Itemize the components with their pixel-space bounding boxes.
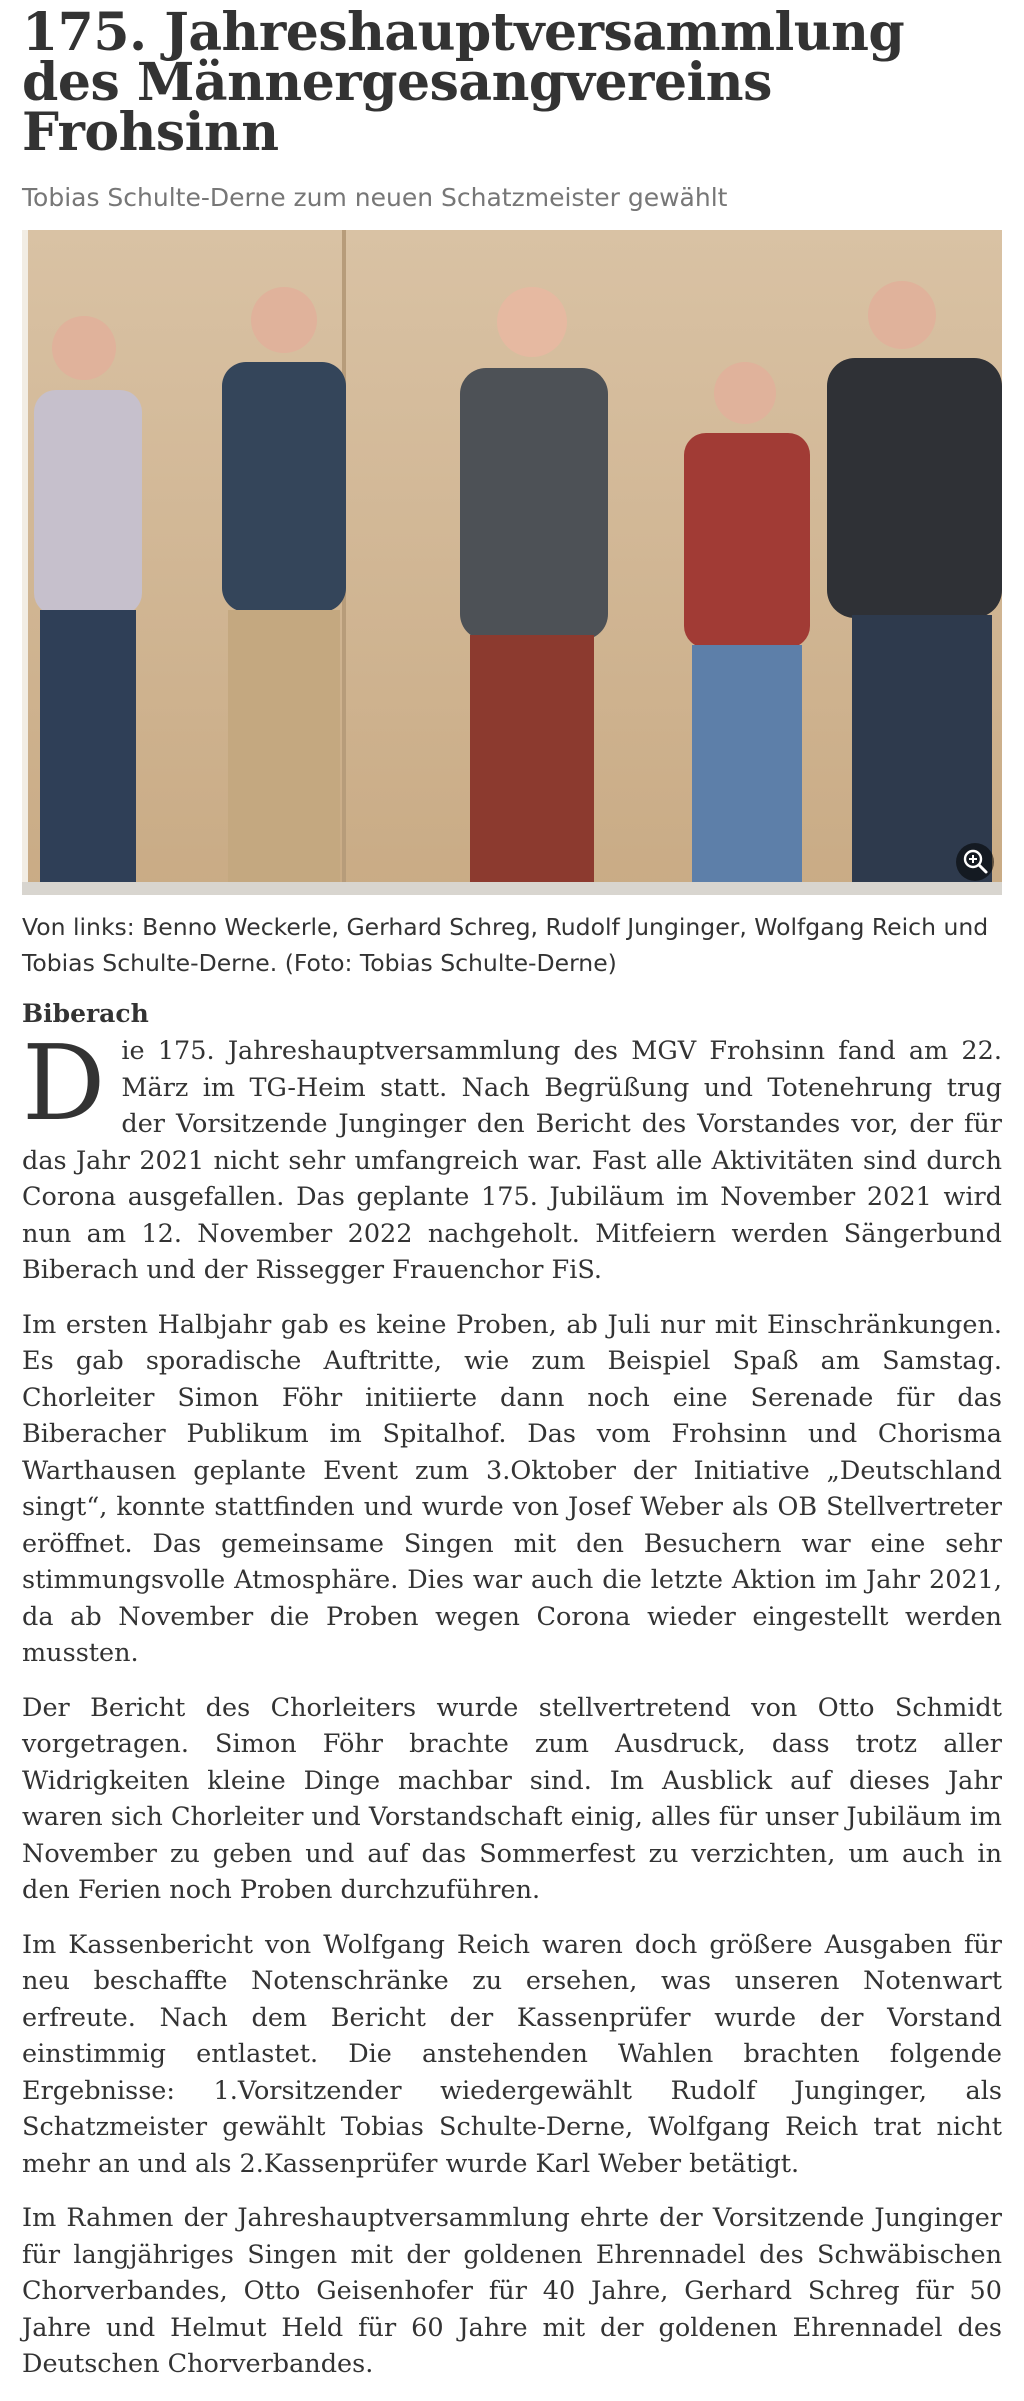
person-1 xyxy=(34,316,142,882)
article-title: 175. Jahreshauptversammlung des Männergesangvereins Frohsinn xyxy=(22,2,905,163)
person-2 xyxy=(222,287,346,882)
dateline: Biberach xyxy=(22,999,149,1028)
person-4 xyxy=(684,362,810,882)
drop-cap: D xyxy=(22,1022,106,1144)
zoom-in-icon xyxy=(956,843,994,881)
person-3 xyxy=(460,287,608,882)
group-photo[interactable] xyxy=(22,230,1002,895)
article xyxy=(22,0,1002,2401)
photo-caption: Von links: Benno Weckerle, Gerhard Schreg, Rudolf Junginger, Wolfgang Reich und Tobias Schulte-Derne. (Foto: Tobias Schulte-Derne) xyxy=(22,913,989,977)
lead-text: ie 175. Jahreshauptversammlung des MGV Frohsinn fand am 22. März im TG-Heim statt. Nach Begrüßung und Totenehrung trug der Vorsitzende Junginger den Bericht des Vorstandes vor, der für das Jahr 2021 nicht sehr umfangreich war. Fast alle Aktivitäten sind durch Corona ausgefallen. Das geplante 175. Jubiläum im November 2021 wird nun am 12. November 2022 nachgeholt. Mitfeiern werden Sängerbund Biberach und der Rissegger Frauenchor FiS. xyxy=(22,1036,1002,1285)
article-subtitle: Tobias Schulte-Derne zum neuen Schatzmeister gewählt xyxy=(22,183,728,212)
paragraph-4: Im Kassenbericht von Wolfgang Reich waren doch größere Ausgaben für neu beschaffte Notenschränke zu ersehen, was unseren Notenwart erfreute. Nach dem Bericht der Kassenprüfer wurde der Vorstand einstimmig entlastet. Die anstehenden Wahlen brachten folgende Ergebnisse: 1.Vorsitzender wiedergewählt Rudolf Junginger, als Schatzmeister gewählt Tobias Schulte-Derne, Wolfgang Reich trat nicht mehr an und als 2.Kassenprüfer wurde Karl Weber betätigt. xyxy=(22,1929,1002,2179)
photo-figure xyxy=(22,230,1002,895)
paragraph-3: Der Bericht des Chorleiters wurde stellvertretend von Otto Schmidt vorgetragen. Simon Föhr brachte zum Ausdruck, dass trotz aller Widrigkeiten kleine Dinge machbar sind. Im Ausblick auf dieses Jahr waren sich Chorleiter und Vorstandschaft einig, alles für unser Jubiläum im November zu geben und auf das Sommerfest zu verzichten, um auch in den Ferien noch Proben durchzuführen. xyxy=(22,1692,1002,1905)
person-5 xyxy=(827,281,1002,882)
paragraph-5: Im Rahmen der Jahreshauptversammlung ehrte der Vorsitzende Junginger für langjähriges Singen mit der goldenen Ehrennadel des Schwäbischen Chorverbandes, Otto Geisenhofer für 40 Jahre, Gerhard Schreg für 50 Jahre und Helmut Held für 60 Jahre mit der goldenen Ehrennadel des Deutschen Chorverbandes. xyxy=(22,2203,1002,2379)
paragraph-2: Im ersten Halbjahr gab es keine Proben, ab Juli nur mit Einschränkungen. Es gab sporadische Auftritte, wie zum Beispiel Spaß am Samstag. Chorleiter Simon Föhr initiierte dann noch eine Serenade für das Biberacher Publikum im Spitalhof. Das vom Frohsinn und Chorisma Warthausen geplante Event zum 3.Oktober der Initiative „Deutschland singt“, konnte stattfinden und wurde von Josef Weber als OB Stellvertreter eröffnet. Das gemeinsame Singen mit den Besuchern war eine sehr stimmungsvolle Atmosphäre. Dies war auch die letzte Aktion im Jahr 2021, da ab November die Proben wegen Corona wieder eingestellt werden mussten. xyxy=(22,1309,1002,1668)
lead-paragraph xyxy=(22,1022,1002,1289)
zoom-button[interactable] xyxy=(956,843,994,881)
